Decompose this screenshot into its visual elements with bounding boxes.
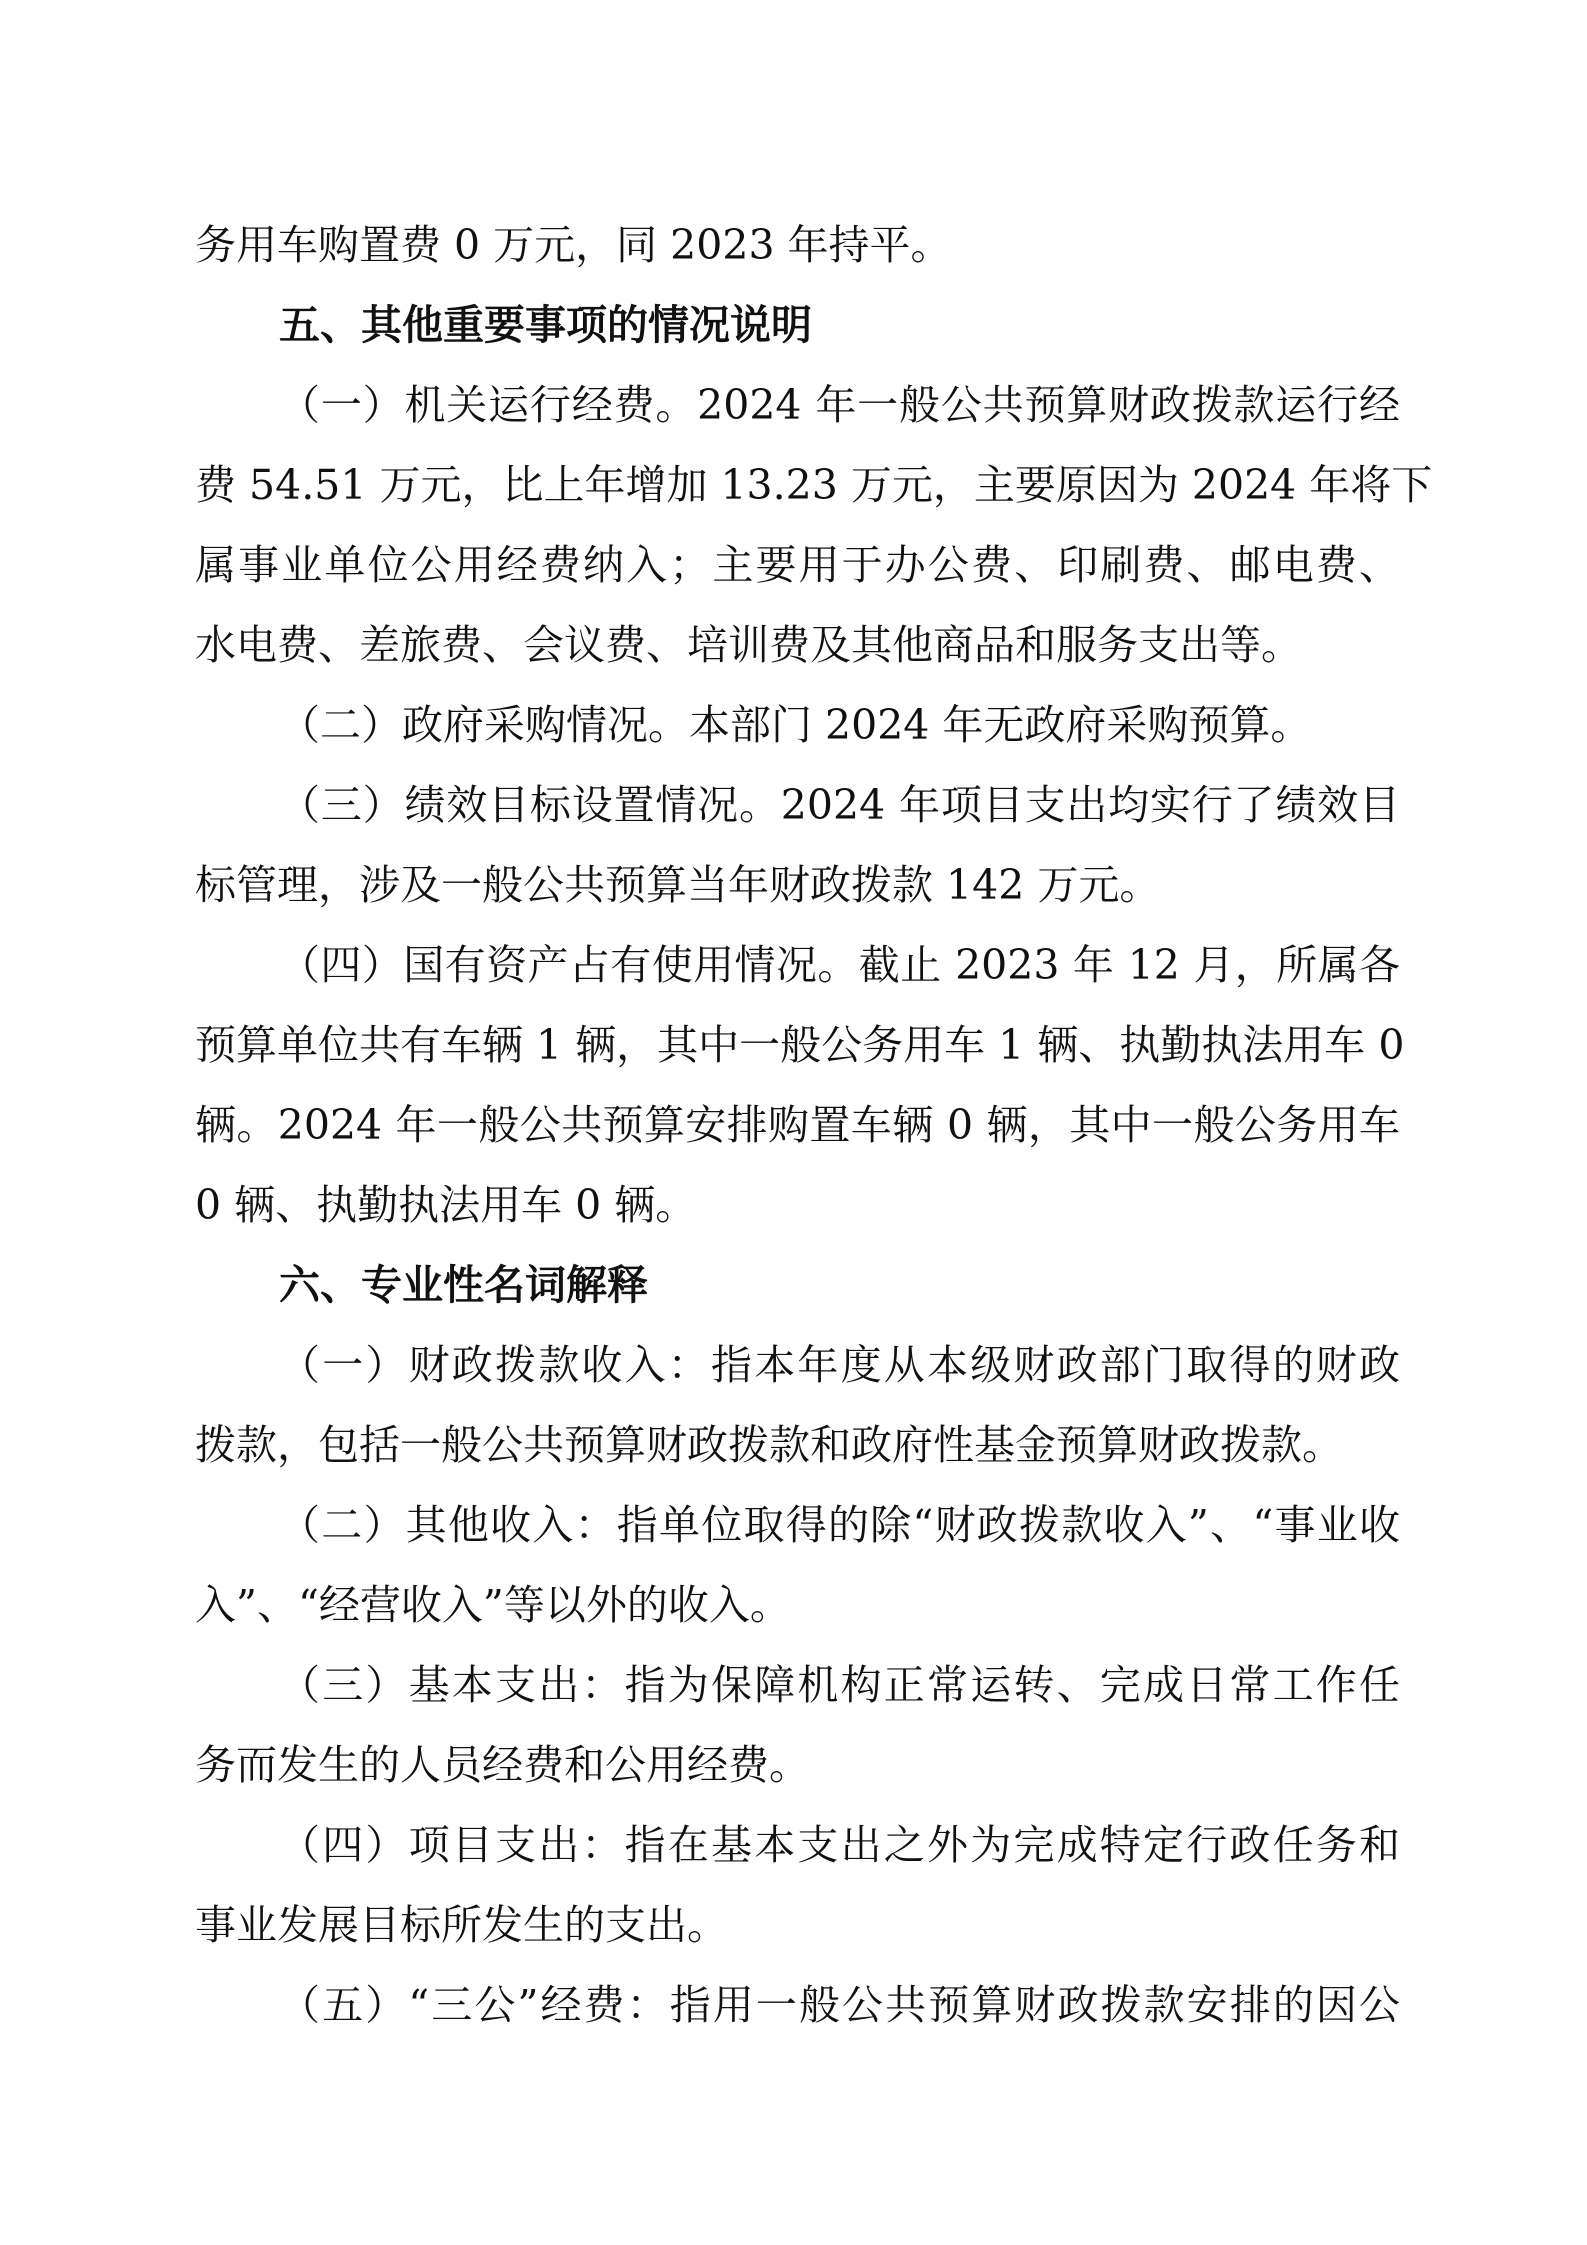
section-heading-terms: 六、专业性名词解释 (279, 1261, 648, 1309)
paragraph-line: （二）其他收入：指单位取得的除“财政拨款收入”、“事业收 (279, 1501, 1400, 1549)
paragraph-line: （四）项目支出：指在基本支出之外为完成特定行政任务和 (279, 1821, 1400, 1869)
paragraph-line: 标管理，涉及一般公共预算当年财政拨款 142 万元。 (195, 861, 1161, 909)
paragraph-line: （五）“三公”经费：指用一般公共预算财政拨款安排的因公 (279, 1981, 1400, 2029)
paragraph-line: （三）绩效目标设置情况。2024 年项目支出均实行了绩效目 (279, 781, 1400, 829)
paragraph-line: 务用车购置费 0 万元，同 2023 年持平。 (195, 221, 952, 269)
paragraph-line: 属事业单位公用经费纳入；主要用于办公费、印刷费、邮电费、 (195, 541, 1400, 589)
paragraph-line: 务而发生的人员经费和公用经费。 (195, 1741, 810, 1789)
paragraph-line: （四）国有资产占有使用情况。截止 2023 年 12 月，所属各 (279, 941, 1400, 989)
paragraph-line: 水电费、差旅费、会议费、培训费及其他商品和服务支出等。 (195, 621, 1302, 669)
paragraph-line: 费 54.51 万元，比上年增加 13.23 万元，主要原因为 2024 年将下 (195, 461, 1433, 509)
paragraph-line: （一）机关运行经费。2024 年一般公共预算财政拨款运行经 (279, 381, 1400, 429)
paragraph-line: 辆。2024 年一般公共预算安排购置车辆 0 辆，其中一般公务用车 (195, 1101, 1400, 1149)
section-heading-other-matters: 五、其他重要事项的情况说明 (279, 301, 812, 349)
paragraph-line: （二）政府采购情况。本部门 2024 年无政府采购预算。 (279, 701, 1312, 749)
document-body (195, 205, 1433, 2045)
paragraph-line: 0 辆、执勤执法用车 0 辆。 (195, 1181, 697, 1229)
paragraph-line: （一）财政拨款收入：指本年度从本级财政部门取得的财政 (279, 1341, 1400, 1389)
paragraph-line: （三）基本支出：指为保障机构正常运转、完成日常工作任 (279, 1661, 1400, 1709)
paragraph-line: 入”、“经营收入”等以外的收入。 (195, 1581, 791, 1629)
paragraph-line: 预算单位共有车辆 1 辆，其中一般公务用车 1 辆、执勤执法用车 0 (195, 1021, 1405, 1069)
paragraph-line: 拨款，包括一般公共预算财政拨款和政府性基金预算财政拨款。 (195, 1421, 1343, 1469)
paragraph-line: 事业发展目标所发生的支出。 (195, 1901, 728, 1949)
